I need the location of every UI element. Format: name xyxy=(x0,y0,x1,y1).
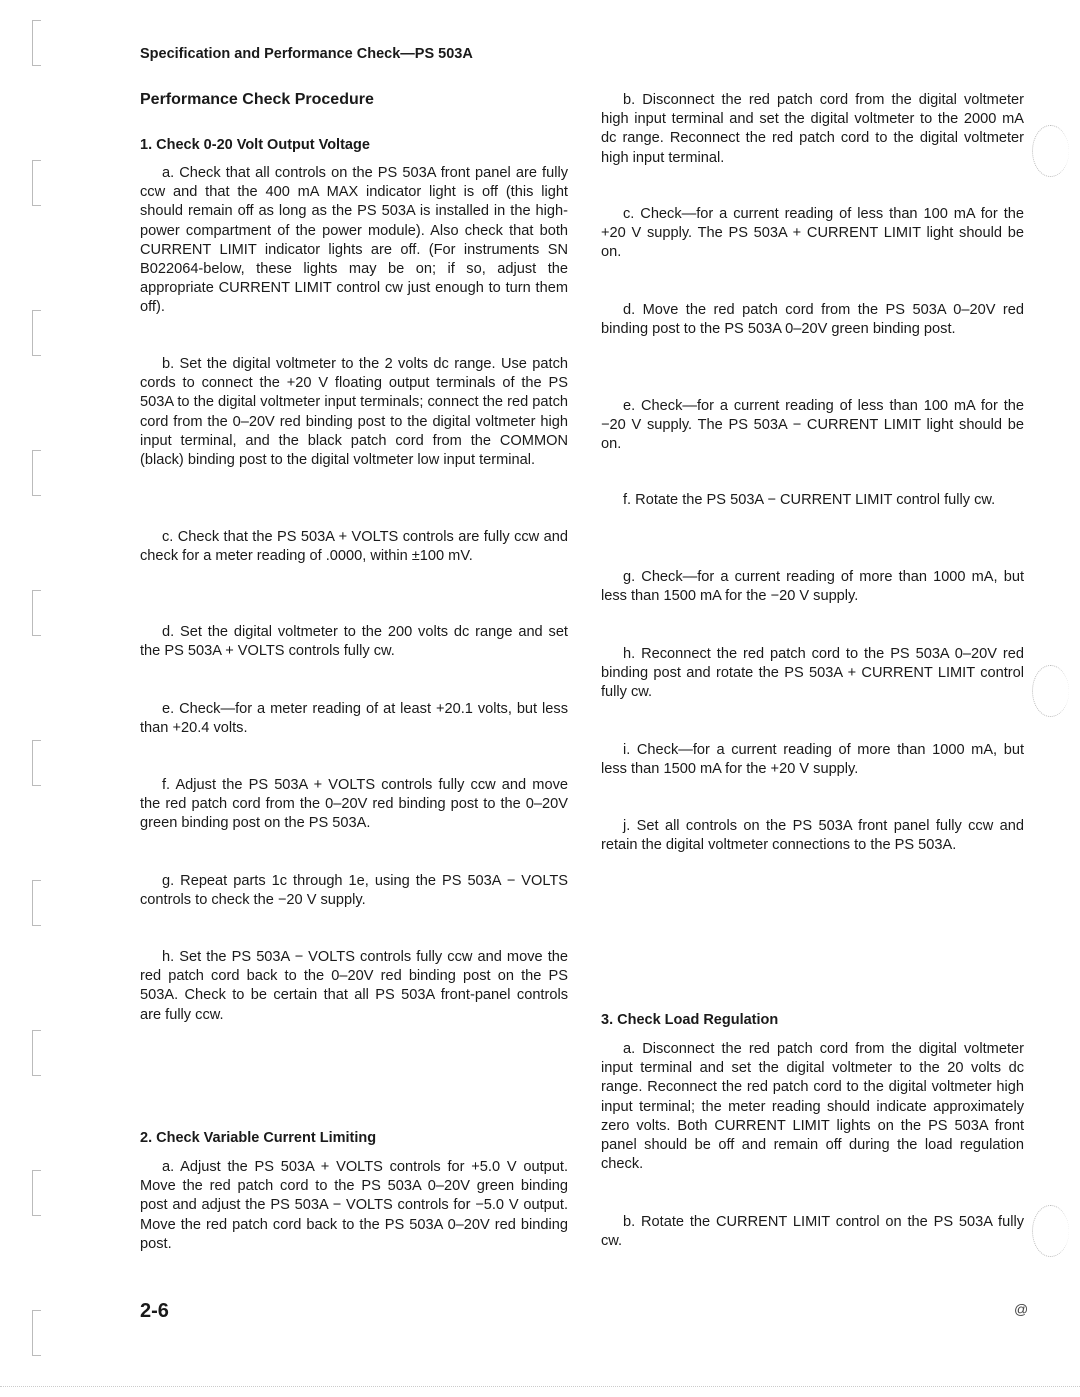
margin-mark xyxy=(32,590,41,636)
margin-mark xyxy=(32,740,41,786)
binder-hole xyxy=(1032,665,1069,717)
step2-f: f. Rotate the PS 503A − CURRENT LIMIT control fully cw. xyxy=(623,492,996,508)
binder-hole xyxy=(1032,125,1069,177)
step1-title: 1. Check 0-20 Volt Output Voltage xyxy=(140,137,370,153)
step1-h: h. Set the PS 503A − VOLTS controls fully ccw and move the red patch cord back to the 0–20V red binding post on the PS 503A. Check to be certain that all PS 503A front-panel controls are fully ccw. xyxy=(140,949,568,1023)
running-header: Specification and Performance Check—PS 503A xyxy=(140,46,473,62)
margin-mark xyxy=(32,450,41,496)
margin-mark xyxy=(32,310,41,356)
margin-mark xyxy=(32,1030,41,1076)
step2-b: b. Disconnect the red patch cord from the digital voltmeter high input terminal and set the digital voltmeter to the 2000 mA dc range. Reconnect the red patch cord to the digital voltmeter high input terminal. xyxy=(601,92,1024,166)
margin-mark xyxy=(32,880,41,926)
step1-g: g. Repeat parts 1c through 1e, using the PS 503A − VOLTS controls to check the −20 V supply. xyxy=(140,873,568,909)
step1-e: e. Check—for a meter reading of at least +20.1 volts, but less than +20.4 volts. xyxy=(140,701,568,737)
step2-d: d. Move the red patch cord from the PS 503A 0–20V red binding post to the PS 503A 0–20V green binding post. xyxy=(601,302,1024,338)
step1-f: f. Adjust the PS 503A + VOLTS controls fully ccw and move the red patch cord from the 0–20V red binding post to the 0–20V green binding post on the PS 503A. xyxy=(140,777,568,832)
step1-d: d. Set the digital voltmeter to the 200 volts dc range and set the PS 503A + VOLTS controls fully cw. xyxy=(140,624,568,660)
margin-mark xyxy=(32,160,41,206)
step3-a: a. Disconnect the red patch cord from the digital voltmeter input terminal and set the digital voltmeter to the 20 volts dc range. Reconnect the red patch cord to the digital voltmeter high input terminal; the meter reading should indicate approximately zero volts. Both CURRENT LIMIT lights on the PS 503A front panel should be off and remain off during the load regulation check. xyxy=(601,1041,1024,1173)
step2-title: 2. Check Variable Current Limiting xyxy=(140,1130,377,1146)
step1-b: b. Set the digital voltmeter to the 2 volts dc range. Use patch cords to connect the +20 V floating output terminals of the PS 503A to the digital voltmeter input terminals; connect the red patch cord from the 0–20V red binding post to the digital voltmeter high input terminal, and the black patch cord from the COMMON (black) binding post to the digital voltmeter low input terminal. xyxy=(140,356,568,469)
step1-c: c. Check that the PS 503A + VOLTS controls are fully ccw and check for a meter reading of .0000, within ±100 mV. xyxy=(140,529,568,565)
section-title: Performance Check Procedure xyxy=(140,91,374,108)
step2-j: j. Set all controls on the PS 503A front panel fully ccw and retain the digital voltmeter connections to the PS 503A. xyxy=(601,818,1024,854)
binder-hole xyxy=(1032,1205,1069,1257)
page-number: 2-6 xyxy=(140,1300,169,1322)
step2-e: e. Check—for a current reading of less than 100 mA for the −20 V supply. The PS 503A − CURRENT LIMIT light should be on. xyxy=(601,398,1024,453)
margin-mark xyxy=(32,20,41,66)
step2-c: c. Check—for a current reading of less than 100 mA for the +20 V supply. The PS 503A + CURRENT LIMIT light should be on. xyxy=(601,206,1024,261)
step3-b: b. Rotate the CURRENT LIMIT control on the PS 503A fully cw. xyxy=(601,1214,1024,1250)
step2-g: g. Check—for a current reading of more than 1000 mA, but less than 1500 mA for the −20 V supply. xyxy=(601,569,1024,605)
step3-title: 3. Check Load Regulation xyxy=(601,1012,779,1028)
footer-mark: @ xyxy=(1014,1301,1029,1317)
step2-h: h. Reconnect the red patch cord to the PS 503A 0–20V red binding post and rotate the PS 503A + CURRENT LIMIT control fully cw. xyxy=(601,646,1024,701)
step2-a: a. Adjust the PS 503A + VOLTS controls for +5.0 V output. Move the red patch cord to the PS 503A 0–20V green binding post and adjust the PS 503A − VOLTS controls for −5.0 V output. Move the red patch cord back to the PS 503A 0–20V red binding post. xyxy=(140,1159,568,1252)
page-edge xyxy=(0,1386,1080,1387)
margin-mark xyxy=(32,1170,41,1216)
step2-i: i. Check—for a current reading of more than 1000 mA, but less than 1500 mA for the +20 V supply. xyxy=(601,742,1024,778)
margin-mark xyxy=(32,1310,41,1356)
step1-a: a. Check that all controls on the PS 503A front panel are fully ccw and that the 400 mA MAX indicator light is off (this light should remain off as long as the PS 503A is installed in the high-power compartment of the power module). Also check that both CURRENT LIMIT indicator lights are off. (For instruments SN B022064-below, these lights may be on; if so, adjust the appropriate CURRENT LIMIT control cw just enough to turn them off). xyxy=(140,165,568,316)
